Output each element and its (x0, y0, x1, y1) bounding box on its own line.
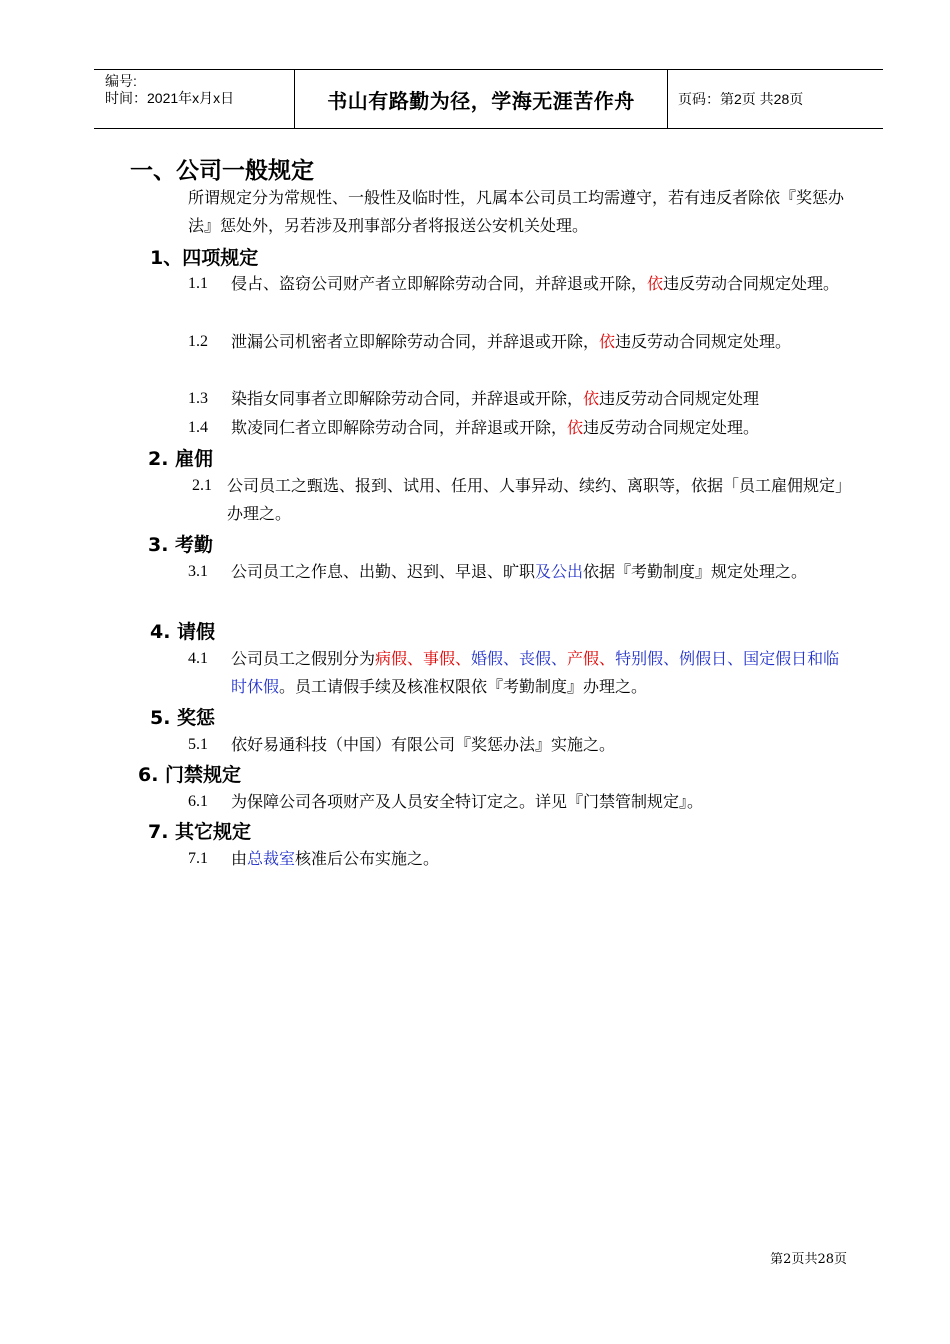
rule-1-2 (188, 328, 850, 356)
rule-text: 公司员工之作息、出勤、迟到、早退、旷职 (231, 562, 536, 581)
rule-text: 侵占、盗窃公司财产者立即解除劳动合同，并辞退或开除， (231, 274, 648, 293)
subsection-title-2: 2. 雇佣 (148, 448, 214, 470)
rule-2-1 (192, 472, 850, 528)
rule-text: 依好易通科技（中国）有限公司『奖惩办法』实施之。 (231, 735, 616, 754)
rule-number: 2.1 (192, 477, 212, 494)
rule-1-3 (188, 385, 850, 413)
rule-text: 染指女同事者立即解除劳动合同，并辞退或开除， (231, 389, 584, 408)
rule-number: 1.1 (188, 275, 208, 292)
intro-paragraph: 所谓规定分为常规性、一般性及临时性，凡属本公司员工均需遵守，若有违反者除依『奖惩办法』惩处外，另若涉及刑事部分者将报送公安机关处理。 (188, 188, 845, 235)
rule-text-red: 依 (599, 332, 616, 351)
header-meta (94, 70, 295, 128)
subsection-title-6: 6. 门禁规定 (138, 764, 242, 786)
document-number-label: 编号: (105, 73, 137, 89)
leave-types-red: 病假、事假、 (375, 649, 472, 668)
rule-text: 依据『考勤制度』规定处理之。 (583, 562, 808, 581)
rule-text: 公司员工之甄选、报到、试用、任用、人事异动、续约、离职等，依据「员工雇佣规定」办理之。 (227, 476, 844, 523)
rule-text: 违反劳动合同规定处理 (599, 389, 760, 408)
rule-7-1 (188, 845, 850, 873)
rule-6-1 (188, 788, 850, 816)
rule-number: 1.2 (188, 333, 208, 350)
rule-number: 6.1 (188, 793, 208, 810)
rule-text: 泄漏公司机密者立即解除劳动合同，并辞退或开除， (231, 332, 600, 351)
rule-number: 1.4 (188, 419, 208, 436)
rule-1-4 (188, 414, 850, 442)
rule-text: 为保障公司各项财产及人员安全特订定之。详见『门禁管制规定』。 (231, 792, 704, 811)
subsection-title-4: 4. 请假 (150, 621, 216, 643)
subsection-title-7: 7. 其它规定 (148, 821, 252, 843)
subsection-title-3: 3. 考勤 (148, 534, 214, 556)
rule-text: 违反劳动合同规定处理。 (615, 332, 792, 351)
rule-text-blue: 及公出 (535, 562, 584, 581)
rule-text: 核准后公布实施之。 (295, 849, 440, 868)
rule-number: 4.1 (188, 650, 208, 667)
rule-text: 欺凌同仁者立即解除劳动合同，并辞退或开除， (231, 418, 568, 437)
subsection-title-5: 5. 奖惩 (150, 707, 216, 729)
rule-number: 1.3 (188, 390, 208, 407)
leave-types-blue: 特别假、例假日、国定假日和临时休假 (231, 649, 840, 696)
subsection-title-1: 1、四项规定 (150, 247, 259, 269)
rule-5-1 (188, 731, 850, 759)
rule-number: 7.1 (188, 850, 208, 867)
rule-number: 5.1 (188, 736, 208, 753)
rule-text-red: 依 (647, 274, 664, 293)
rule-4-1 (188, 645, 850, 701)
header-motto: 书山有路勤为径，学海无涯苦作舟 (295, 70, 668, 128)
page-header (94, 69, 883, 129)
document-time: 时间：2021年x月x日 (105, 90, 235, 106)
header-page-info: 页码：第2页 共28页 (678, 91, 804, 107)
rule-text-red: 依 (567, 418, 584, 437)
rule-text: 。员工请假手续及核准权限依『考勤制度』办理之。 (279, 677, 648, 696)
rule-3-1 (188, 558, 850, 586)
rule-text-blue: 总裁室 (247, 849, 296, 868)
rule-text: 由 (231, 849, 248, 868)
leave-types-red: 产假、 (567, 649, 616, 668)
page-footer: 第2页共28页 (770, 1252, 847, 1267)
rule-text: 违反劳动合同规定处理。 (583, 418, 760, 437)
leave-types-blue: 婚假、丧假、 (471, 649, 568, 668)
rule-text: 违反劳动合同规定处理。 (663, 274, 840, 293)
rule-number: 3.1 (188, 563, 208, 580)
rule-1-1 (188, 270, 850, 298)
rule-text-red: 依 (583, 389, 600, 408)
section-title: 一、公司一般规定 (130, 158, 314, 184)
rule-text: 公司员工之假别分为 (231, 649, 376, 668)
